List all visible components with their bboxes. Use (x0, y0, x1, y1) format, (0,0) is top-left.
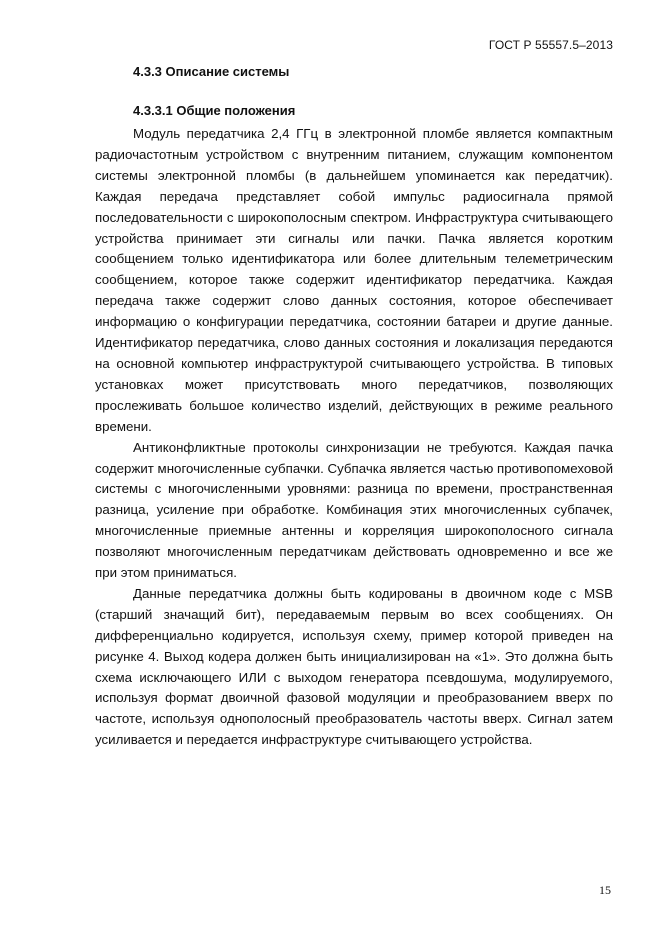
paragraph-transmitter-description: Модуль передатчика 2,4 ГГц в электронной пломбе является компактным радиочастотным устройством с внутренним питанием, служащим компонентом системы электронной пломбы (в дальнейшем упоминается как передатчик). Каждая передача представляет собой импульс радиосигнала прямой последовательности с широкополосным спектром. Инфраструктура считывающего устройства принимает эти сигналы или пачки. Пачка является коротким сообщением только идентификатора или более длительным телеметрическим сообщением, которое также содержит идентификатор передатчика. Каждая передача также содержит слово данных состояния, которое обеспечивает информацию о конфигурации передатчика, состоянии батареи и другие данные. Идентификатор передатчика, слово данных состояния и локализация передаются на основной компьютер инфраструктурой считывающего устройства. В типовых установках может присутствовать много передатчиков, позволяющих прослеживать большое количество изделий, действующих в режиме реального времени. (95, 126, 613, 434)
page-number: 15 (599, 883, 611, 897)
paragraph-anticollision: Антиконфликтные протоколы синхронизации не требуются. Каждая пачка содержит многочисленные субпачки. Субпачка является частью противопомеховой системы с многочисленными уровнями: разница по времени, пространственная разница, усиление при обработке. Комбинация этих многочисленных субпачек, многочисленные приемные антенны и корреляция широкополосного сигнала позволяют многочисленным передатчикам действовать одновременно и все же при этом приниматься. (95, 439, 613, 581)
subsection-heading: 4.3.3.1 Общие положения (133, 103, 296, 118)
section-heading: 4.3.3 Описание системы (133, 64, 290, 79)
body-text (95, 124, 613, 751)
standard-code-header: ГОСТ Р 55557.5–2013 (488, 38, 613, 52)
paragraph-data-encoding: Данные передатчика должны быть кодированы в двоичном коде с MSB (старший значащий бит), передаваемым первым во всех сообщениях. Он дифференциально кодируется, используя схему, пример которой приведен на рисунке 4. Выход кодера должен быть инициализирован на «1». Это должна быть схема исключающего ИЛИ с выходом генератора псевдошума, модулируемого, используя формат двоичной фазовой модуляции и преобразованием вверх по частоте, используя однополосный преобразователь частоты вверх. Сигнал затем усиливается и передается инфраструктуре считывающего устройства. (95, 585, 613, 748)
